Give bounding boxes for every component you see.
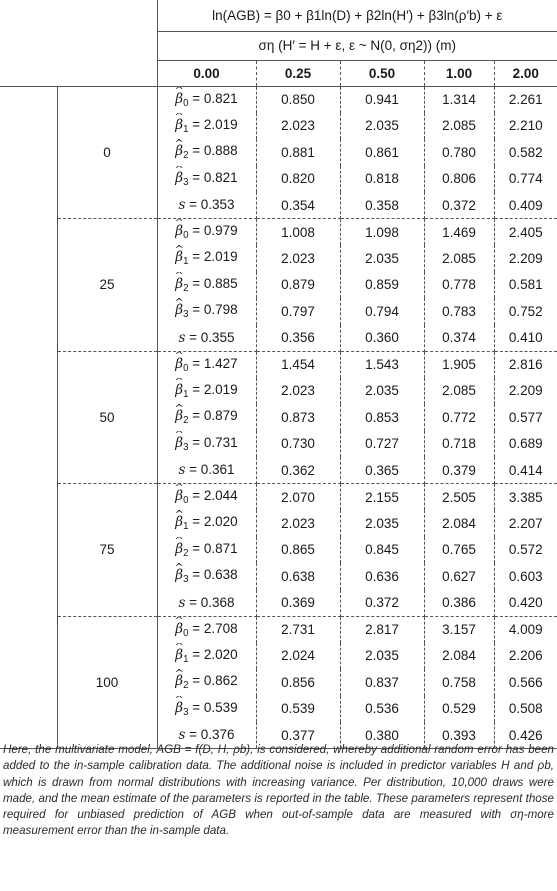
value-cell: 1.469	[424, 219, 494, 246]
value-cell: 0.377	[256, 722, 340, 749]
table-row	[0, 86, 557, 113]
header-corner-cell	[0, 0, 157, 86]
sigma-h-level-4: 2.00	[494, 60, 557, 86]
param-equals: =	[185, 594, 201, 610]
value-cell: 0.566	[508, 674, 543, 690]
param-equals: =	[185, 727, 201, 742]
value-cell: 0.797	[256, 298, 340, 325]
param-cell	[157, 457, 256, 484]
value-cell: 2.405	[508, 224, 543, 240]
param-cell	[157, 431, 256, 458]
value-cell: 0.582	[508, 144, 543, 160]
param-equals: =	[185, 329, 201, 345]
param-equals: =	[188, 249, 204, 265]
table-footnote: Here, the multivariate model, AGB = f(D, H, ρb), is considered, whereby additional random error has been added to the in-sample calibration data. The additional noise is included in predictor variables H and ρb, which is drawn from normal distributions with increasing variance. Per distribution, 10,000 draws were made, and the mean estimate of the parameters is reported in the table. These parameters represent those required for unbiased prediction of AGB when out-of-sample data are measured with ση-more measurement error than the in-sample data.	[3, 743, 554, 838]
value-cell: 0.577	[508, 409, 543, 425]
value-cell: 0.873	[256, 404, 340, 431]
value-cell: 0.850	[256, 86, 340, 113]
value-cell: 0.845	[340, 537, 424, 564]
value-cell: 2.035	[340, 113, 424, 140]
value-cell: 1.008	[256, 219, 340, 246]
param-label: ^ $\beta_3$	[175, 567, 188, 582]
value-cell: 0.572	[508, 542, 543, 558]
value-cell: 2.085	[424, 113, 494, 140]
param-equals: =	[188, 116, 204, 132]
value-cell: 1.905	[424, 351, 494, 378]
param-equals: =	[188, 355, 204, 371]
value-cell: 2.207	[508, 515, 543, 531]
param-label: ^ $\beta_0$	[175, 356, 188, 371]
value-cell: 0.529	[424, 696, 494, 723]
param-equals: =	[188, 408, 204, 424]
value-cell: 0.879	[256, 272, 340, 299]
param-value: 1.427	[203, 355, 238, 371]
param-value: 0.885	[203, 275, 238, 291]
value-cell: 2.209	[508, 250, 543, 266]
param-value: 0.871	[203, 540, 238, 556]
param-value: 0.368	[200, 594, 235, 610]
param-equals: =	[188, 90, 204, 106]
param-equals: =	[188, 540, 204, 556]
param-value: 0.731	[203, 434, 238, 450]
param-label: ^ $\beta_1$	[175, 382, 188, 397]
param-value: 0.638	[203, 567, 238, 583]
param-label: s	[178, 594, 186, 611]
value-cell: 0.356	[256, 325, 340, 352]
value-cell: 0.360	[340, 325, 424, 352]
param-label: ^ $\beta_2$	[175, 673, 188, 688]
value-cell: 0.420	[494, 590, 557, 617]
group-level-25: 25	[57, 219, 157, 352]
value-cell: 2.084	[424, 643, 494, 670]
sigma-h-level-3: 1.00	[424, 60, 494, 86]
table-row	[0, 351, 557, 378]
value-cell: 0.718	[424, 431, 494, 458]
value-cell: 0.358	[340, 192, 424, 219]
row-axis-label-cell	[0, 86, 57, 749]
value-cell: 0.539	[256, 696, 340, 723]
header-row-model	[0, 0, 557, 31]
value-cell: 0.380	[340, 722, 424, 749]
value-cell: 2.085	[424, 378, 494, 405]
value-cell: 0.853	[340, 404, 424, 431]
param-equals: =	[188, 223, 204, 239]
param-label: ^ $\beta_2$	[175, 143, 188, 158]
param-equals: =	[185, 462, 201, 477]
value-cell: 0.727	[340, 431, 424, 458]
param-equals: =	[188, 699, 204, 715]
param-label: ^ $\beta_2$	[175, 541, 188, 556]
param-value: 0.862	[203, 673, 238, 689]
sigma-h-label: ση (H′ = H + ε, ε ~ N(0, ση2)) (m)	[157, 31, 557, 60]
value-cell: 0.794	[340, 298, 424, 325]
value-cell: 0.861	[340, 139, 424, 166]
param-equals: =	[188, 143, 204, 159]
value-cell: 0.865	[256, 537, 340, 564]
table-row	[0, 484, 557, 511]
param-equals: =	[188, 514, 204, 530]
value-cell: 2.035	[340, 510, 424, 537]
param-value: 2.708	[203, 620, 238, 636]
value-cell: 3.385	[508, 489, 543, 505]
value-cell: 0.372	[340, 590, 424, 617]
group-level-0: 0	[57, 86, 157, 219]
param-cell	[157, 669, 256, 696]
value-cell: 0.881	[256, 139, 340, 166]
value-cell: 1.098	[340, 219, 424, 246]
param-equals: =	[188, 169, 204, 185]
param-cell	[157, 219, 256, 246]
param-equals: =	[188, 302, 204, 318]
value-cell: 2.035	[340, 378, 424, 405]
param-equals: =	[185, 197, 201, 212]
sigma-h-level-2: 0.50	[340, 60, 424, 86]
value-cell: 2.085	[424, 245, 494, 272]
value-cell: 0.636	[340, 563, 424, 590]
param-equals: =	[188, 381, 204, 397]
param-value: 0.361	[200, 462, 235, 477]
param-value: 2.020	[203, 514, 238, 530]
value-cell: 0.780	[424, 139, 494, 166]
value-cell: 0.603	[508, 568, 543, 584]
value-cell: 0.508	[508, 701, 543, 717]
param-cell	[157, 404, 256, 431]
value-cell: 2.731	[256, 616, 340, 643]
value-cell: 0.778	[424, 272, 494, 299]
param-value: 0.539	[203, 699, 238, 715]
param-value: 0.353	[200, 197, 235, 212]
value-cell: 0.426	[494, 722, 557, 749]
value-cell: 0.837	[340, 669, 424, 696]
group-level-100: 100	[57, 616, 157, 749]
param-label: ^ $\beta_1$	[175, 514, 188, 529]
value-cell: 2.155	[340, 484, 424, 511]
value-cell: 2.023	[256, 510, 340, 537]
param-equals: =	[188, 434, 204, 450]
param-label: s	[178, 727, 186, 743]
param-cell	[157, 537, 256, 564]
param-label: ^ $\beta_0$	[175, 488, 188, 503]
param-equals: =	[188, 567, 204, 583]
value-cell: 2.023	[256, 378, 340, 405]
value-cell: 3.157	[424, 616, 494, 643]
value-cell: 0.410	[494, 325, 557, 352]
param-cell	[157, 510, 256, 537]
value-cell: 1.543	[340, 351, 424, 378]
value-cell: 0.772	[424, 404, 494, 431]
param-cell	[157, 166, 256, 193]
param-equals: =	[188, 673, 204, 689]
sigma-h-level-0: 0.00	[157, 60, 256, 86]
param-cell	[157, 325, 256, 352]
value-cell: 2.210	[508, 118, 543, 134]
param-label: s	[178, 329, 186, 346]
value-cell: 0.581	[508, 277, 543, 293]
value-cell: 0.689	[508, 436, 543, 452]
param-cell	[157, 616, 256, 643]
value-cell: 0.372	[424, 192, 494, 219]
param-label: ^ $\beta_2$	[175, 408, 188, 423]
value-cell: 0.536	[340, 696, 424, 723]
param-value: 0.888	[203, 143, 238, 159]
param-label: s	[178, 462, 186, 478]
param-label: ^ $\beta_0$	[175, 621, 188, 636]
value-cell: 0.627	[424, 563, 494, 590]
table-row	[0, 616, 557, 643]
value-cell: 0.393	[424, 722, 494, 749]
param-cell	[157, 272, 256, 299]
value-cell: 2.505	[424, 484, 494, 511]
param-value: 0.821	[203, 169, 238, 185]
value-cell: 4.009	[508, 622, 543, 637]
param-cell	[157, 351, 256, 378]
value-cell: 0.818	[340, 166, 424, 193]
param-value: 0.798	[203, 302, 238, 318]
value-cell: 2.261	[508, 92, 543, 107]
param-value: 2.019	[203, 249, 238, 265]
table-row	[0, 219, 557, 246]
value-cell: 0.820	[256, 166, 340, 193]
param-value: 0.355	[200, 329, 235, 345]
value-cell: 2.023	[256, 245, 340, 272]
param-label: ^ $\beta_0$	[175, 223, 188, 238]
param-cell	[157, 643, 256, 670]
param-value: 2.044	[203, 488, 238, 504]
value-cell: 0.379	[424, 457, 494, 484]
value-cell: 0.354	[256, 192, 340, 219]
param-cell	[157, 139, 256, 166]
value-cell: 2.070	[256, 484, 340, 511]
param-label: ^ $\beta_1$	[175, 249, 188, 264]
value-cell: 0.386	[424, 590, 494, 617]
param-cell	[157, 563, 256, 590]
param-cell	[157, 590, 256, 617]
param-cell	[157, 245, 256, 272]
param-label: ^ $\beta_2$	[175, 276, 188, 291]
param-label: ^ $\beta_3$	[175, 170, 188, 185]
value-cell: 0.856	[256, 669, 340, 696]
value-cell: 0.765	[424, 537, 494, 564]
value-cell: 0.941	[340, 86, 424, 113]
param-label: s	[178, 197, 186, 213]
value-cell: 0.369	[256, 590, 340, 617]
value-cell: 0.758	[424, 669, 494, 696]
value-cell: 0.362	[256, 457, 340, 484]
param-label: ^ $\beta_3$	[175, 302, 188, 317]
param-label: ^ $\beta_1$	[175, 647, 188, 662]
value-cell: 2.084	[424, 510, 494, 537]
value-cell: 2.035	[340, 643, 424, 670]
param-cell	[157, 86, 256, 113]
param-equals: =	[188, 275, 204, 291]
model-equation: ln(AGB) = β0 + β1ln(D) + β2ln(H′) + β3ln(ρ′b) + ε	[157, 0, 557, 31]
value-cell: 0.374	[424, 325, 494, 352]
param-label: ^ $\beta_3$	[175, 700, 188, 715]
param-value: 0.979	[203, 223, 238, 239]
value-cell: 2.206	[508, 648, 543, 664]
param-equals: =	[188, 646, 204, 662]
value-cell: 0.730	[256, 431, 340, 458]
value-cell: 2.209	[508, 383, 543, 399]
value-cell: 2.023	[256, 113, 340, 140]
value-cell: 2.035	[340, 245, 424, 272]
param-label: ^ $\beta_1$	[175, 117, 188, 132]
param-cell	[157, 696, 256, 723]
value-cell: 0.774	[508, 171, 543, 187]
group-level-50: 50	[57, 351, 157, 484]
value-cell: 2.817	[340, 616, 424, 643]
group-level-75: 75	[57, 484, 157, 617]
param-value: 0.821	[203, 90, 238, 106]
sigma-h-level-1: 0.25	[256, 60, 340, 86]
value-cell: 0.783	[424, 298, 494, 325]
value-cell: 0.752	[508, 303, 543, 319]
value-cell: 1.314	[424, 86, 494, 113]
param-cell	[157, 113, 256, 140]
value-cell: 2.024	[256, 643, 340, 670]
param-cell	[157, 484, 256, 511]
param-label: ^ $\beta_0$	[175, 91, 188, 106]
param-cell	[157, 192, 256, 219]
param-equals: =	[188, 488, 204, 504]
param-value: 0.376	[200, 727, 235, 742]
value-cell: 0.806	[424, 166, 494, 193]
value-cell: 0.859	[340, 272, 424, 299]
param-value: 2.019	[203, 381, 238, 397]
param-value: 2.020	[203, 646, 238, 662]
value-cell: 0.414	[494, 457, 557, 484]
value-cell: 0.638	[256, 563, 340, 590]
value-cell: 0.409	[494, 192, 557, 219]
param-value: 0.879	[203, 408, 238, 424]
param-label: ^ $\beta_3$	[175, 435, 188, 450]
param-cell	[157, 378, 256, 405]
param-cell	[157, 298, 256, 325]
param-equals: =	[188, 620, 204, 636]
value-cell: 2.816	[508, 357, 543, 372]
param-value: 2.019	[203, 116, 238, 132]
value-cell: 0.365	[340, 457, 424, 484]
value-cell: 1.454	[256, 351, 340, 378]
